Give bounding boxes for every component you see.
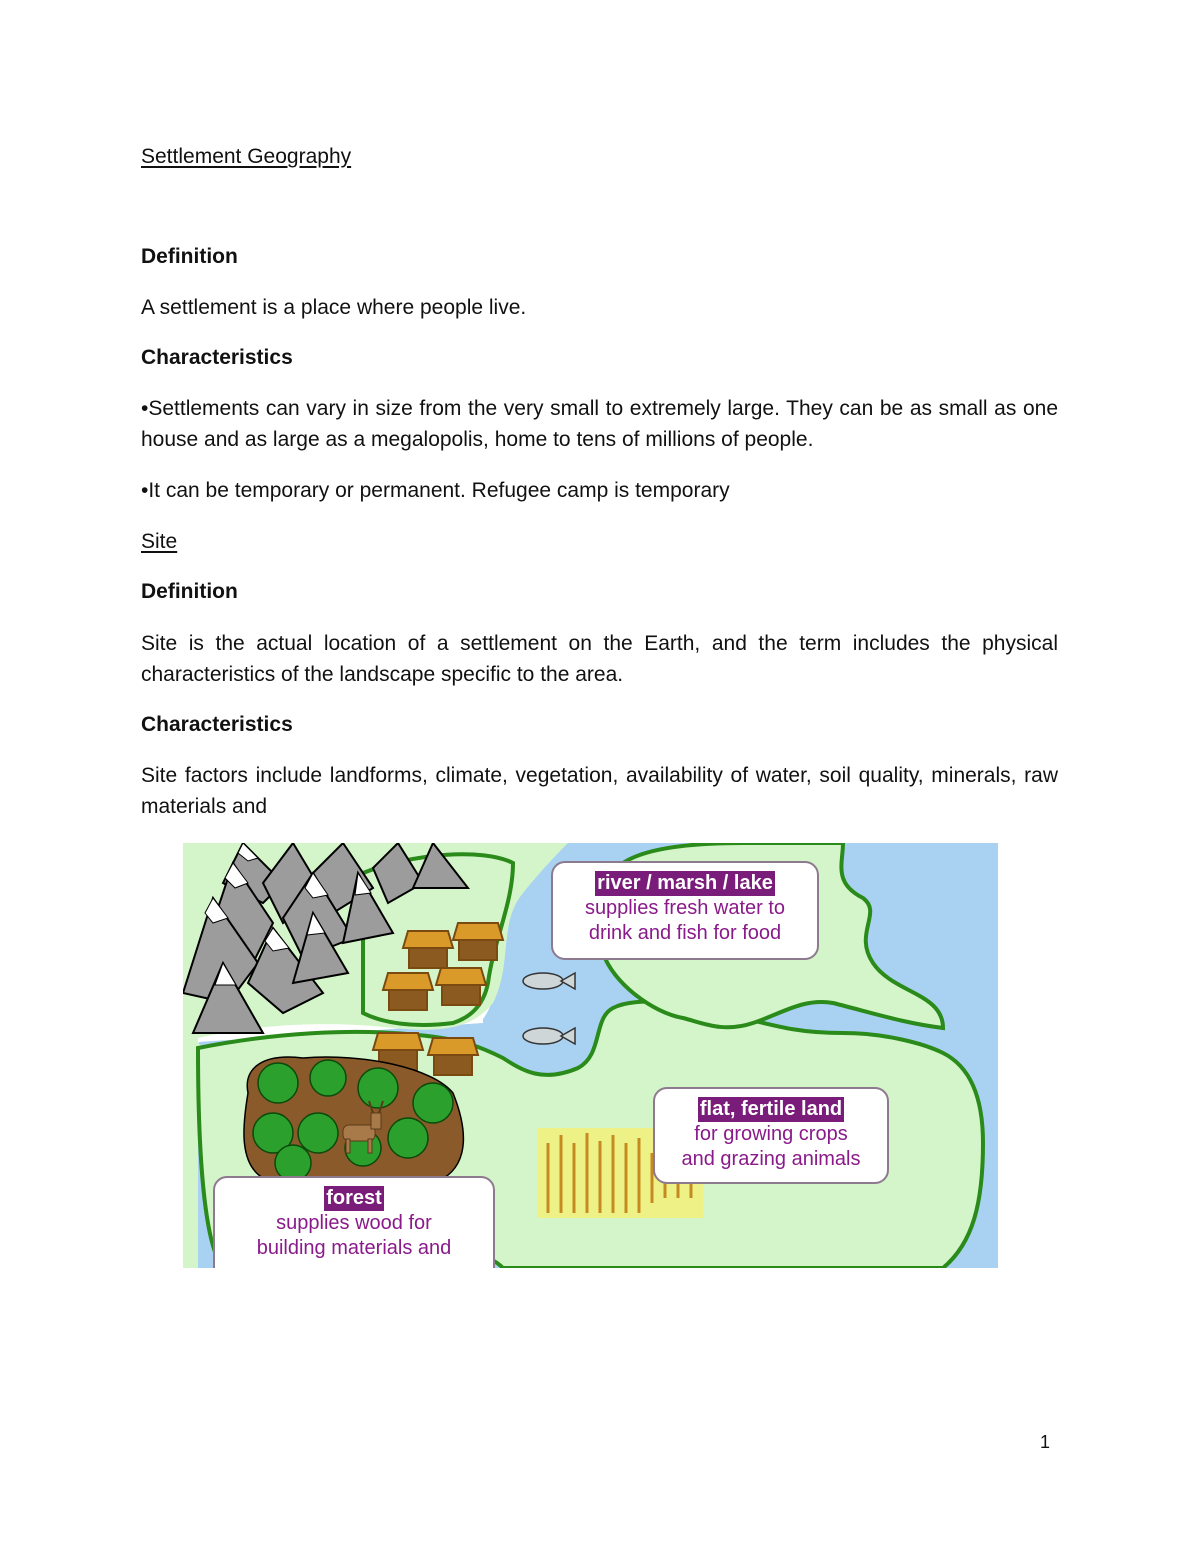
site-definition-heading: Definition: [141, 580, 238, 603]
characteristics-heading: Characteristics: [141, 346, 293, 369]
site-characteristics-text: Site factors include landforms, climate, vegetation, availability of water, soil quality, minerals, raw materials and: [141, 764, 1058, 818]
water-label-box: [551, 861, 819, 960]
forest-label-line2: building materials and: [256, 1237, 452, 1259]
characteristics-bullet-temporary: •It can be temporary or permanent. Refugee camp is temporary: [141, 479, 730, 502]
settlement-site-illustration: [183, 843, 998, 1268]
house-icon: [403, 931, 453, 968]
land-label-box: [653, 1087, 889, 1184]
document-title: Settlement Geography: [141, 145, 352, 168]
water-label-line1: supplies fresh water to: [584, 897, 786, 919]
house-icon: [436, 968, 486, 1005]
land-label-line1: for growing crops: [694, 1123, 848, 1145]
land-label-title: flat, fertile land: [699, 1098, 843, 1120]
forest: [244, 1057, 463, 1188]
forest-label-title: forest: [326, 1187, 382, 1209]
house-icon: [428, 1038, 478, 1075]
house-icon: [453, 923, 503, 960]
forest-label-line1: supplies wood for: [276, 1212, 432, 1234]
characteristics-bullet-size: •Settlements can vary in size from the very small to extremely large. They can be as small as one house and as large as a megalopolis, home to tens of millions of people.: [141, 397, 1058, 451]
house-icon: [383, 973, 433, 1010]
definition-text: A settlement is a place where people live.: [141, 296, 527, 319]
forest-label-box: [213, 1176, 495, 1268]
site-definition-text: Site is the actual location of a settlement on the Earth, and the term includes the physical characteristics of the landscape specific to the area.: [141, 632, 1058, 686]
water-label-title: river / marsh / lake: [597, 872, 773, 894]
definition-heading: Definition: [141, 245, 238, 268]
water-label-line2: drink and fish for food: [588, 922, 782, 944]
site-characteristics-heading: Characteristics: [141, 713, 293, 736]
land-label-line2: and grazing animals: [681, 1148, 861, 1170]
page-number: 1: [1040, 1432, 1051, 1452]
site-heading: Site: [141, 530, 178, 553]
